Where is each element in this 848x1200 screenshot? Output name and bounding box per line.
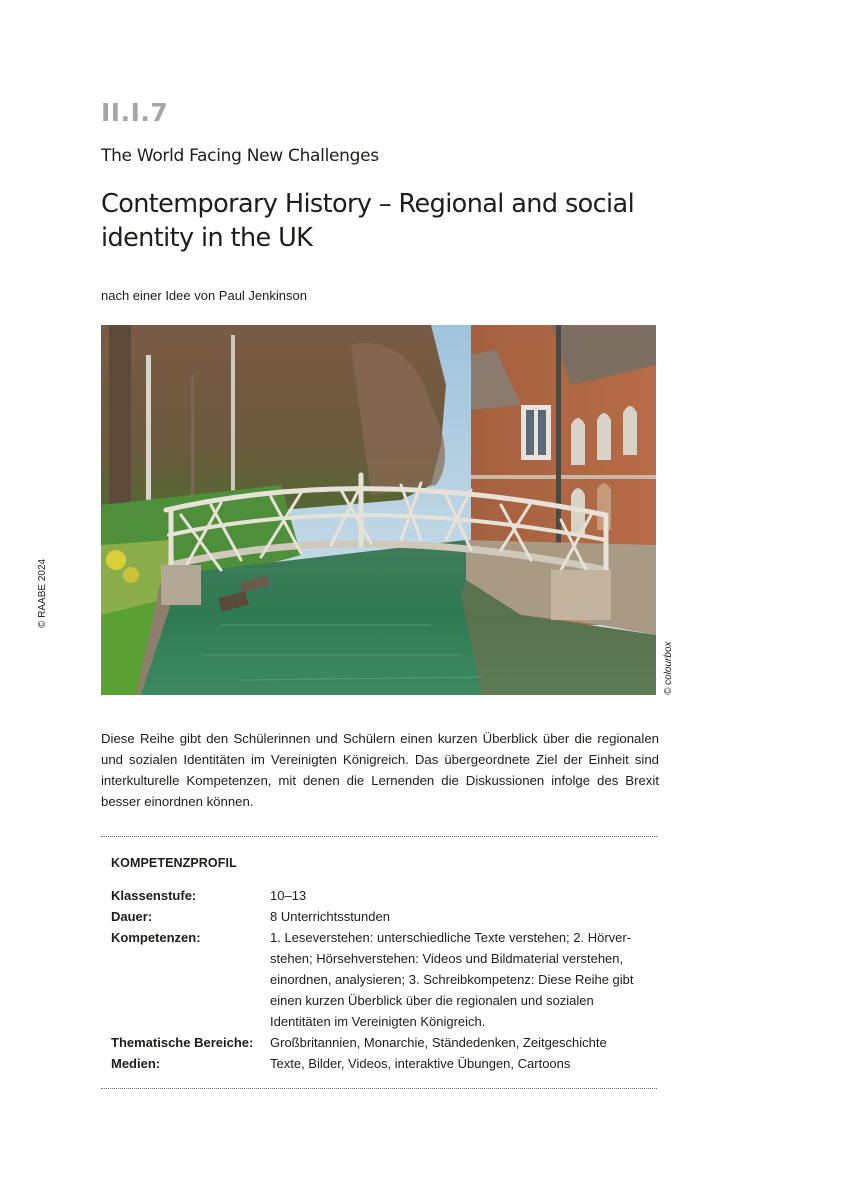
page-title: Contemporary History – Regional and social identity in the UK	[101, 189, 635, 253]
bridge-photo-illustration	[101, 325, 656, 695]
photo-credit: © colourbox	[663, 641, 674, 695]
profile-label: Medien:	[111, 1056, 161, 1071]
profile-value: 8 Unterrichtsstunden	[270, 909, 390, 924]
author-line: nach einer Idee von Paul Jenkinson	[101, 288, 307, 303]
cover-photo	[101, 325, 656, 695]
publisher-copyright: © RAABE 2024	[37, 558, 48, 628]
profile-label: Klassenstufe:	[111, 888, 197, 903]
competence-profile	[111, 885, 651, 1074]
profile-row-kompetenzen	[111, 927, 651, 1032]
profile-row-klassenstufe	[111, 885, 651, 906]
intro-paragraph: Diese Reihe gibt den Schülerinnen und Schülern einen kurzen Überblick über die regionalen und sozialen Identitäten im Vereinigten Königreich. Das übergeordnete Ziel der Einheit sind interkulturelle Kompetenzen, mit denen die Lernenden die Diskussionen infolge des Brexit besser einordnen können.	[101, 731, 659, 809]
profile-label: Kompetenzen:	[111, 930, 201, 945]
section-code: II.I.7	[101, 98, 169, 127]
divider-top	[101, 836, 657, 837]
profile-label: Dauer:	[111, 909, 153, 924]
profile-heading: KOMPETENZPROFIL	[111, 856, 237, 870]
profile-row-thematische-bereiche	[111, 1032, 651, 1053]
profile-value: 1. Leseverstehen: unterschiedliche Texte verstehen; 2. Hörverstehen; Hörsehverstehen: Videos und Bildmaterial verstehen, einordnen, analysieren; 3. Schreibkompetenz: Diese Reihe gibt einen kurzen Überblick über die regionalen und sozialen Identitäten im Vereinigten Königreich.	[270, 930, 634, 1029]
profile-row-dauer	[111, 906, 651, 927]
profile-row-medien	[111, 1053, 651, 1074]
divider-bottom	[101, 1088, 657, 1089]
profile-value: Texte, Bilder, Videos, interaktive Übungen, Cartoons	[270, 1056, 571, 1071]
profile-value: Großbritannien, Monarchie, Ständedenken, Zeitgeschichte	[270, 1035, 607, 1050]
series-title: The World Facing New Challenges	[101, 146, 379, 166]
profile-value: 10–13	[270, 888, 307, 903]
profile-label: Thematische Bereiche:	[111, 1035, 254, 1050]
